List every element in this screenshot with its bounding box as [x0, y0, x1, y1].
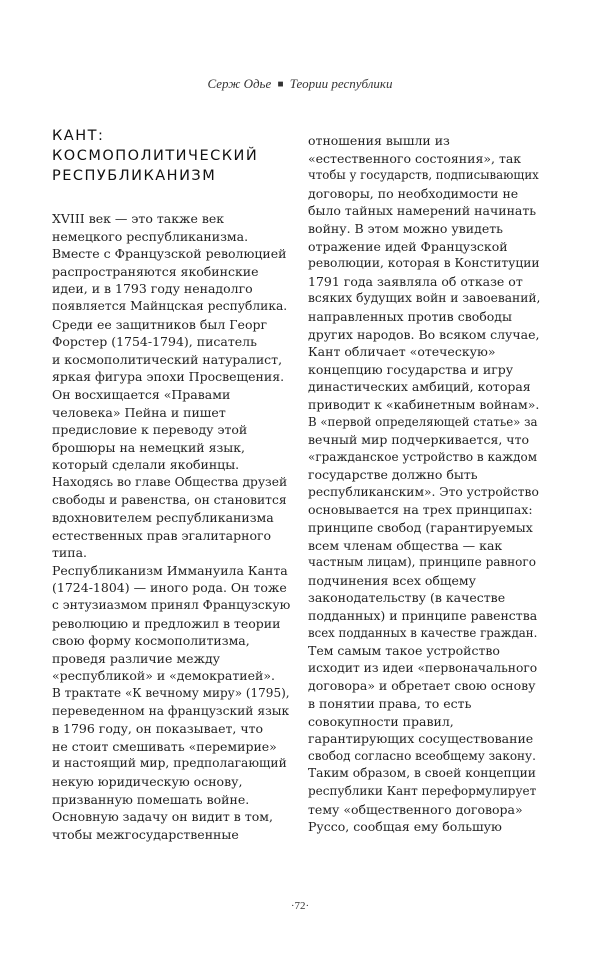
text-line: переведенном на французский язык [52, 703, 290, 718]
left-column [52, 126, 290, 843]
text-line: подчинения всех общему [308, 572, 477, 588]
text-line: всяких будущих войн и завоеваний, [308, 291, 541, 306]
text-line: было тайных намерений начинать [308, 203, 537, 219]
text-line: Основную задачу он видит в том, [52, 809, 273, 825]
text-line: появляется Майнцская республика. [52, 298, 288, 313]
text-line: в понятии права, то есть [308, 696, 472, 711]
text-line: отражение идей Французской [308, 238, 508, 254]
text-line: «республикой» и «демократией». [52, 668, 275, 684]
text-line: других народов. Во всяком случае, [308, 326, 540, 342]
text-line: XVIII век — это также век [52, 211, 225, 226]
text-line: государстве должно быть [308, 467, 478, 483]
text-line: человека» Пейна и пишет [52, 404, 226, 420]
page-number: ·72· [290, 900, 310, 912]
text-line: Тем самым такое устройство [308, 643, 500, 659]
text-line: договоры, по необходимости не [308, 185, 519, 201]
text-line: естественных прав эгалитарного [52, 527, 272, 543]
text-line: 1791 года заявляла об отказе от [308, 273, 523, 289]
text-line: Форстер (1754-1794), писатель [52, 334, 257, 350]
text-line: договора» и обретает свою основу [308, 678, 536, 694]
text-line: в 1796 году, он показывает, что [52, 721, 264, 737]
text-line: основывается на трех принципах: [308, 502, 533, 518]
text-line: вдохновителем республиканизма [52, 510, 274, 526]
text-line: Руссо, сообщая ему большую [308, 819, 502, 835]
text-line: типа. [52, 545, 88, 561]
text-line: подданных) и принципе равенства [308, 608, 538, 624]
text-line: Он восхищается «Правами [52, 386, 231, 402]
heading-line: РЕСПУБЛИКАНИЗМ [52, 168, 217, 184]
text-line: революцию и предложил в теории [52, 615, 281, 631]
text-line: революции, которая в Конституции [308, 256, 540, 271]
text-line: брошюры на немецкий язык, [52, 439, 246, 455]
text-line: законодательству (в качестве [308, 590, 506, 606]
text-line: немецкого республиканизма. [52, 228, 249, 244]
text-line: Вместе с Французской революцией [52, 246, 287, 262]
running-head-title: Теории республики [289, 76, 393, 91]
text-line: Находясь во главе Общества друзей [52, 474, 288, 489]
text-line: республики Кант переформулирует [308, 783, 537, 798]
text-line: совокупности правил, [308, 713, 454, 729]
text-line: идеи, и в 1793 году ненадолго [52, 281, 253, 297]
text-line: не стоит смешивать «перемирие» [52, 738, 277, 754]
text-line: Среди ее защитников был Георг [52, 316, 268, 332]
heading-line: КАНТ: [52, 128, 105, 144]
text-line: династических амбиций, которая [308, 379, 531, 395]
right-column [308, 132, 540, 836]
text-line: и космополитический натуралист, [52, 351, 283, 367]
text-line: Кант обличает «отеческую» [308, 344, 496, 360]
left-column-text [52, 210, 290, 843]
text-line: всех подданных в качестве граждан. [308, 625, 538, 640]
text-line: (1724-1804) — иного рода. Он тоже [52, 580, 287, 596]
text-line: свободы и равенства, он становится [52, 492, 287, 507]
text-line: который сделали якобинцы. [52, 457, 240, 473]
text-line: предисловие к переводу этой [52, 422, 248, 438]
text-line: с энтузиазмом принял Французскую [52, 598, 291, 613]
text-line: концепцию государства и игру [308, 361, 514, 377]
text-line: приводит к «кабинетным войнам». [308, 396, 540, 412]
text-line: республиканским». Это устройство [308, 484, 539, 499]
text-line: призванную помешать войне. [52, 791, 250, 807]
text-line: всем членам общества — как [308, 537, 503, 553]
text-line: В «первой определяющей статье» за [308, 414, 538, 429]
text-line: «естественного состояния», так [308, 150, 522, 166]
text-line: свобод согласно всеобщему закону. [308, 748, 536, 763]
heading-line: КОСМОПОЛИТИЧЕСКИЙ [52, 148, 259, 164]
text-line: принципе свобод (гарантируемых [308, 520, 533, 536]
text-line: и настоящий мир, предполагающий [52, 756, 287, 771]
right-column-text [308, 132, 540, 836]
text-line: Таким образом, в своей концепции [308, 766, 536, 781]
text-line: вечный мир подчеркивается, что [308, 432, 530, 448]
text-line: проведя различие между [52, 650, 221, 666]
text-line: частным лицам), принципе равного [308, 555, 536, 570]
text-line: «гражданское устройство в каждом [308, 449, 538, 464]
text-line: В трактате «К вечному миру» (1795), [52, 686, 290, 701]
running-head-author: Серж Одье [207, 76, 272, 91]
square-separator-icon: ■ [277, 79, 284, 90]
running-head [0, 76, 600, 92]
text-line: некую юридическую основу, [52, 774, 243, 789]
text-line: чтобы у государств, подписывающих [308, 168, 539, 183]
text-line: отношения вышли из [308, 133, 450, 148]
text-line: исходит из идеи «первоначального [308, 660, 538, 675]
text-line: гарантирующих сосуществование [308, 731, 534, 747]
text-line: направленных против свободы [308, 308, 512, 324]
text-line: распространяются якобинские [52, 263, 259, 279]
text-line: тему «общественного договора» [308, 801, 523, 817]
text-line: войну. В этом можно увидеть [308, 220, 503, 236]
text-line: свою форму космополитизма, [52, 633, 250, 649]
text-line: Республиканизм Иммануила Канта [52, 562, 288, 578]
section-heading [52, 126, 290, 186]
text-line: чтобы межгосударственные [52, 826, 239, 842]
text-line: яркая фигура эпохи Просвещения. [52, 369, 285, 385]
